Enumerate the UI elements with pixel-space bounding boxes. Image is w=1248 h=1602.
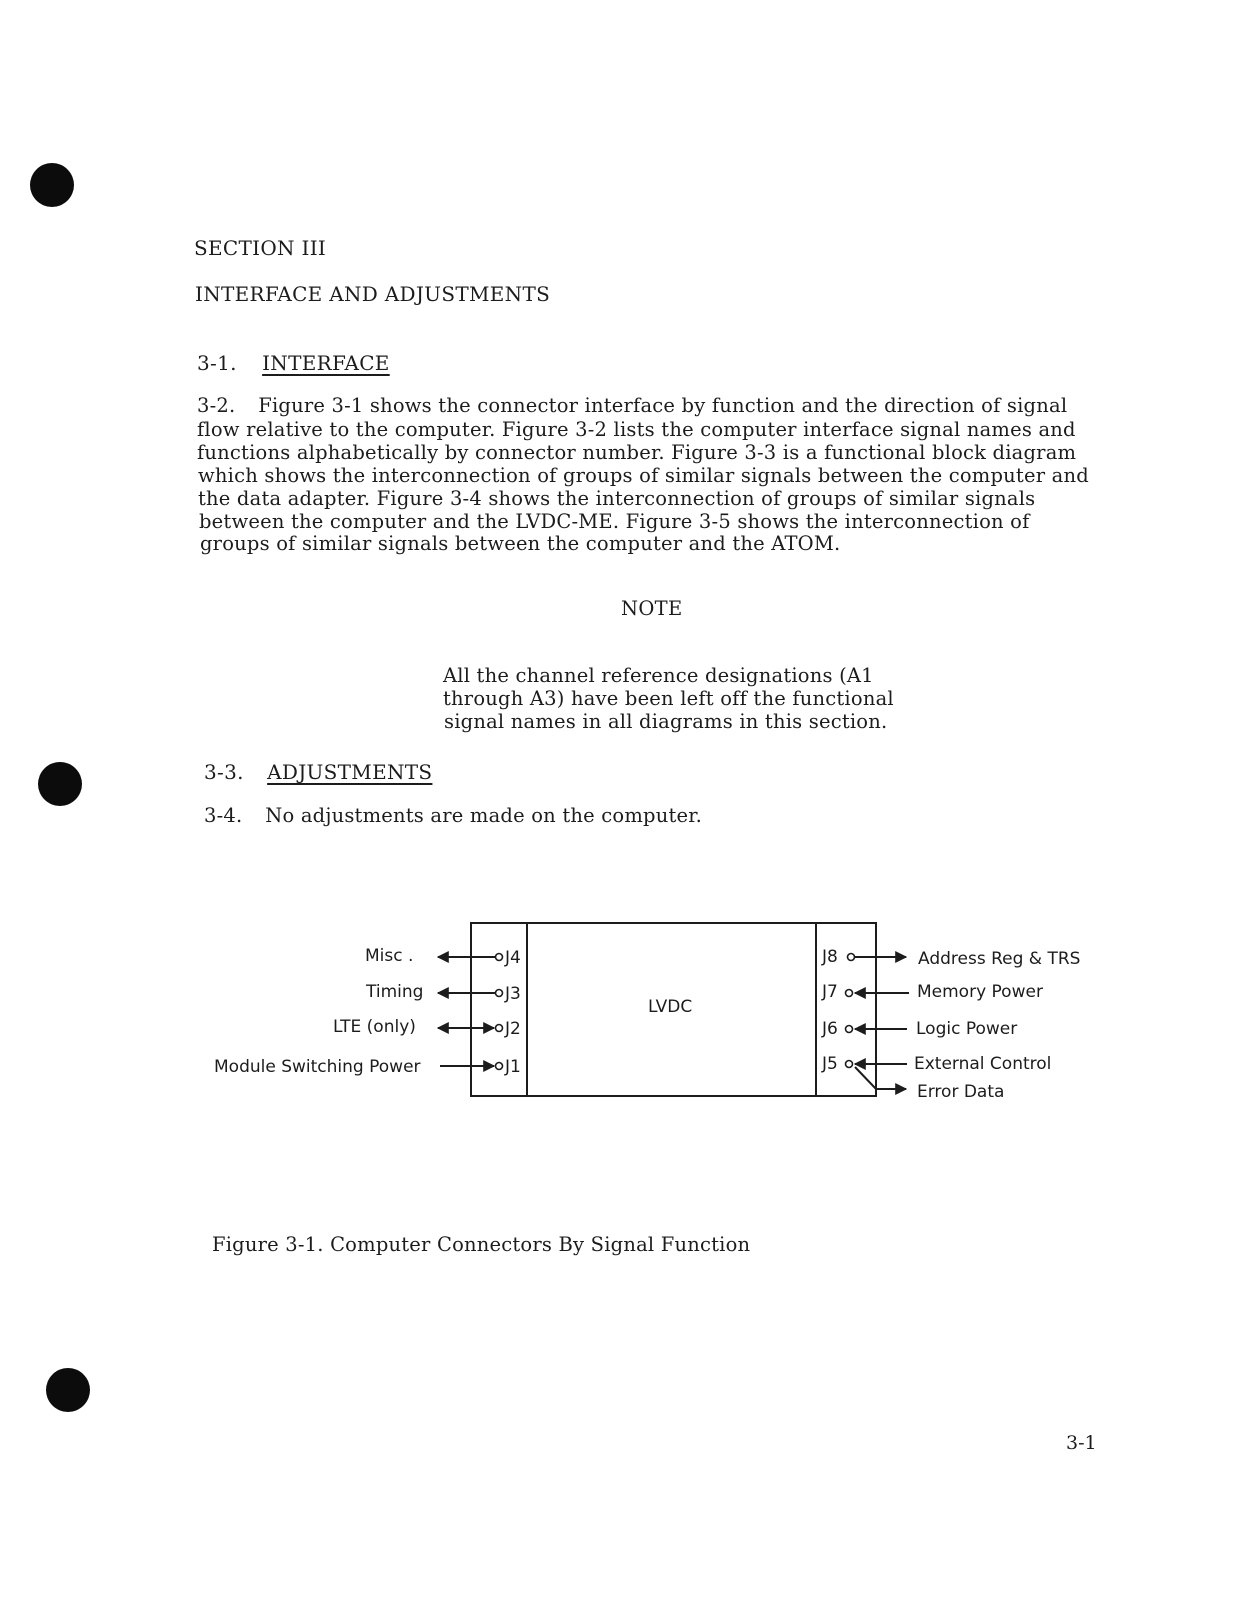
paragraph-line: the data adapter. Figure 3-4 shows the interconnection of groups of similar signals xyxy=(198,487,1036,510)
signal-label: Error Data xyxy=(917,1082,1005,1102)
connector-j6 xyxy=(821,1019,1017,1039)
paragraph-line: flow relative to the computer. Figure 3-2 lists the computer interface signal names and xyxy=(197,418,1076,441)
paragraph-text: No adjustments are made on the computer. xyxy=(265,804,703,827)
figure-caption: Figure 3-1. Computer Connectors By Signal Function xyxy=(212,1233,751,1256)
paragraph-line: functions alphabetically by connector number. Figure 3-3 is a functional block diagram xyxy=(197,441,1077,464)
section-heading: SECTION III xyxy=(194,236,327,260)
paragraph-number: 3-2. xyxy=(197,394,236,417)
connector-diagram xyxy=(0,900,1248,1150)
adjustments-heading xyxy=(204,760,432,784)
punch-hole-middle xyxy=(38,762,82,806)
lvdc-label: LVDC xyxy=(648,997,693,1017)
paragraph-line: which shows the interconnection of groups of similar signals between the computer and xyxy=(198,464,1089,487)
paragraph-number: 3-4. xyxy=(204,804,243,827)
signal-label: Misc . xyxy=(365,946,414,966)
punch-hole-top xyxy=(30,163,74,207)
page-number: 3-1 xyxy=(1066,1432,1097,1454)
adjustments-number: 3-3. xyxy=(204,760,244,784)
signal-label: External Control xyxy=(914,1054,1052,1074)
interface-number: 3-1. xyxy=(197,351,237,375)
section-title: INTERFACE AND ADJUSTMENTS xyxy=(195,282,551,306)
connector-id: J8 xyxy=(822,947,838,967)
connector-j5 xyxy=(821,1054,1051,1102)
note-line: signal names in all diagrams in this section. xyxy=(444,710,888,733)
connector-id: J1 xyxy=(505,1057,521,1077)
punch-hole-bottom xyxy=(46,1368,90,1412)
connector-j8 xyxy=(821,947,1080,969)
signal-label: Memory Power xyxy=(917,982,1043,1002)
signal-label: Timing xyxy=(366,982,424,1002)
connector-id: J5 xyxy=(822,1054,838,1074)
connector-id: J3 xyxy=(505,984,521,1004)
signal-label: LTE (only) xyxy=(333,1017,416,1037)
note-line: All the channel reference designations (A1 xyxy=(443,664,874,687)
paragraph-line: groups of similar signals between the computer and the ATOM. xyxy=(200,532,841,555)
adjustments-paragraph xyxy=(204,804,702,827)
note-line: through A3) have been left off the functional xyxy=(443,687,894,710)
paragraph-line xyxy=(197,394,1067,417)
connector-id: J2 xyxy=(505,1019,521,1039)
connector-j4 xyxy=(365,946,521,968)
connector-j2 xyxy=(333,1017,521,1039)
interface-heading xyxy=(197,351,390,375)
connector-id: J6 xyxy=(822,1019,838,1039)
connector-j7 xyxy=(821,982,1043,1002)
signal-label: Module Switching Power xyxy=(214,1057,421,1077)
connector-j3 xyxy=(365,982,521,1004)
paragraph-text: Figure 3-1 shows the connector interface by function and the direction of signal xyxy=(258,394,1068,417)
signal-label: Address Reg & TRS xyxy=(918,949,1081,969)
signal-label: Logic Power xyxy=(916,1019,1018,1039)
connector-id: J4 xyxy=(505,948,521,968)
connector-id: J7 xyxy=(822,982,838,1002)
paragraph-line: between the computer and the LVDC-ME. Figure 3-5 shows the interconnection of xyxy=(199,510,1030,533)
adjustments-title: ADJUSTMENTS xyxy=(267,760,433,784)
note-heading: NOTE xyxy=(621,597,683,620)
connector-j1 xyxy=(214,1057,521,1077)
interface-title: INTERFACE xyxy=(262,351,390,375)
